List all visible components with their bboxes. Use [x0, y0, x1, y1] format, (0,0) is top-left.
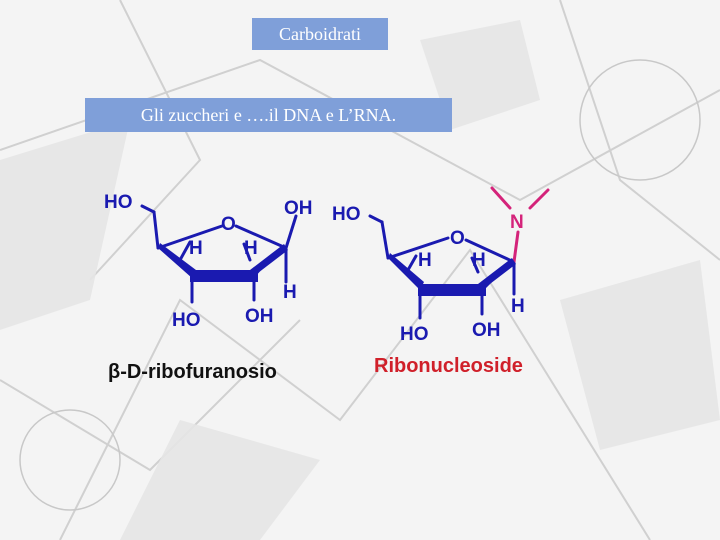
label-h-right: H: [472, 250, 486, 271]
base-bond: [492, 188, 510, 208]
bond: [382, 222, 388, 258]
bond: [408, 256, 416, 270]
base-bond: [530, 190, 548, 208]
wedge-bond: [418, 284, 486, 296]
ribose-caption: β-D-ribofuranosio: [108, 361, 277, 383]
label-h-low: H: [283, 282, 297, 303]
label-h-left: H: [418, 250, 432, 271]
label-oh-top: OH: [284, 198, 313, 219]
label-ho-top: HO: [332, 204, 361, 225]
bond: [142, 206, 154, 212]
label-o-ring: O: [450, 228, 465, 249]
label-ho-top: HO: [104, 192, 133, 213]
slide-title: Carboidrati: [252, 18, 388, 50]
label-h-left: H: [189, 238, 203, 259]
ribose-structure: [104, 192, 313, 383]
bond: [286, 216, 296, 248]
label-ho-bottom: HO: [400, 324, 429, 345]
wedge-bond: [190, 270, 258, 282]
label-h-low: H: [511, 296, 525, 317]
label-oh-bottom: OH: [472, 320, 501, 341]
label-o-ring: O: [221, 214, 236, 235]
label-n-base: N: [510, 212, 524, 233]
label-ho-bottom: HO: [172, 310, 201, 331]
bond: [370, 216, 382, 222]
label-oh-bottom: OH: [245, 306, 274, 327]
slide-subtitle: Gli zuccheri e ….il DNA e L’RNA.: [85, 98, 452, 132]
label-h-right: H: [244, 238, 258, 259]
bond: [154, 212, 158, 248]
nucleoside-caption: Ribonucleoside: [374, 355, 523, 377]
nucleoside-structure: [332, 188, 548, 377]
glycosidic-bond: [514, 232, 518, 262]
